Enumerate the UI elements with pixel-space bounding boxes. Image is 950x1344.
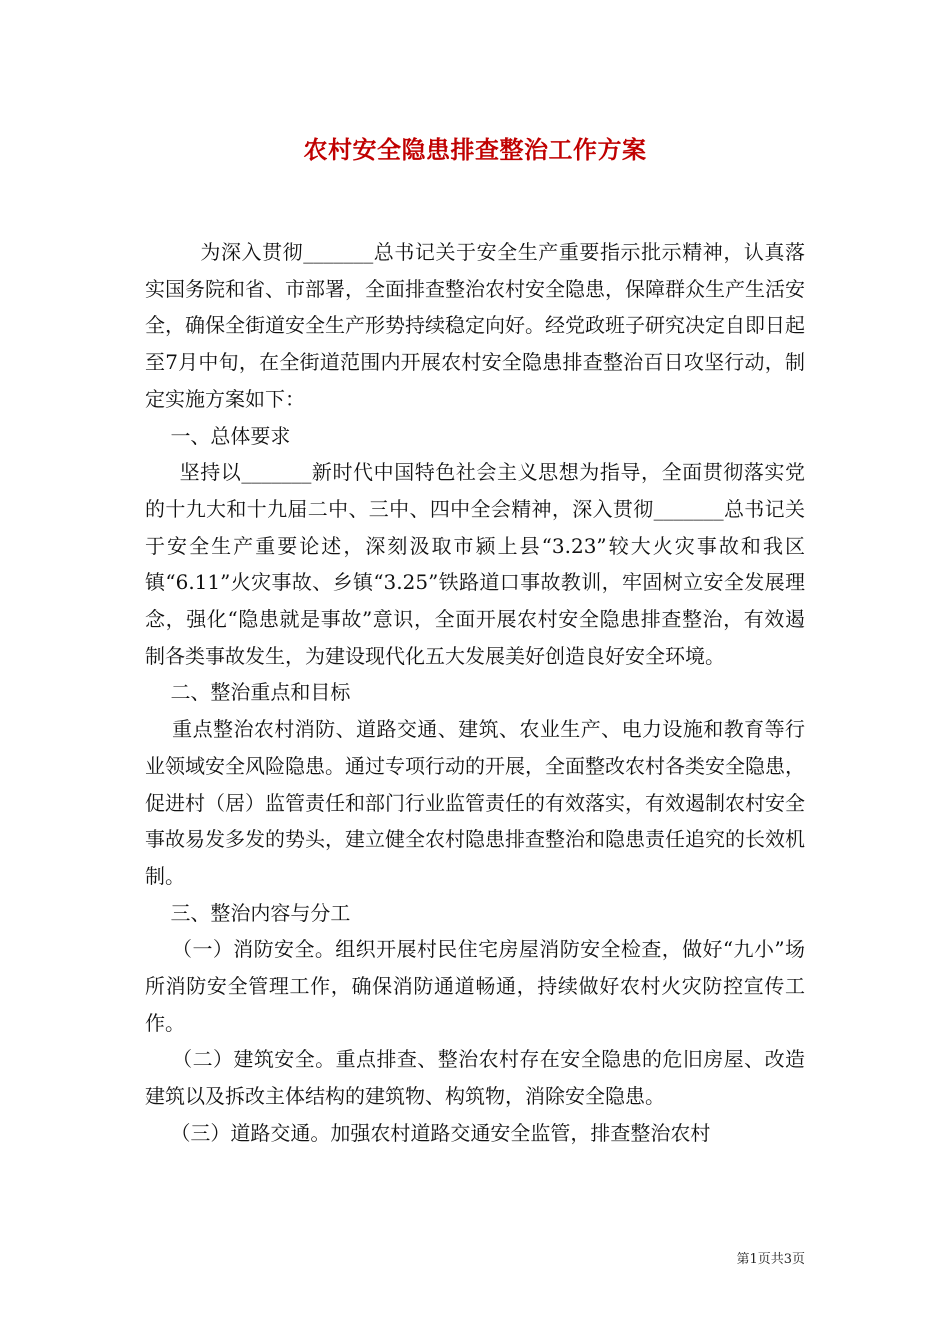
document-body (145, 234, 805, 1152)
heading-content-and-division: 三、整治内容与分工 (145, 900, 351, 925)
heading-focus-and-goals: 二、整治重点和目标 (145, 680, 351, 705)
heading-general-requirements: 一、总体要求 (145, 423, 291, 448)
document-title: 农村安全隐患排查整治工作方案 (303, 135, 647, 164)
paragraph-building-safety: （二）建筑安全。重点排查、整治农村存在安全隐患的危旧房屋、改造建筑以及拆改主体结构的建筑物、构筑物，消除安全隐患。 (145, 1047, 806, 1109)
paragraph-road-traffic: （三）道路交通。加强农村道路交通安全监管，排查整治农村 (145, 1120, 711, 1145)
paragraph-focus-and-goals: 重点整治农村消防、道路交通、建筑、农业生产、电力设施和教育等行业领域安全风险隐患。通过专项行动的开展，全面整改农村各类安全隐患，促进村（居）监管责任和部门行业监管责任的有效落实，有效遏制农村安全事故易发多发的势头，建立健全农村隐患排查整治和隐患责任追究的长效机制。 (145, 717, 806, 888)
paragraph-fire-safety: （一）消防安全。组织开展村民住宅房屋消防安全检查，做好“九小”场所消防安全管理工作，确保消防通道畅通，持续做好农村火灾防控宣传工作。 (145, 937, 805, 1035)
page-number: 第1页共3页 (736, 1252, 805, 1267)
paragraph-general-requirements: 坚持以_______新时代中国特色社会主义思想为指导，全面贯彻落实党的十九大和十九届二中、三中、四中全会精神，深入贯彻_______总书记关于安全生产重要论述，深刻汲取市颍上县“3.23”较大火灾事故和我区镇“6.11”火灾事故、乡镇“3.25”铁路道口事故教训，牢固树立安全发展理念，强化“隐患就是事故”意识，全面开展农村安全隐患排查整治，有效遏制各类事故发生，为建设现代化五大发展美好创造良好安全环境。 (145, 460, 805, 668)
paragraph-intro: 为深入贯彻_______总书记关于安全生产重要指示批示精神，认真落实国务院和省、市部署，全面排查整治农村安全隐患，保障群众生产生活安全，确保全街道安全生产形势持续稳定向好。经党政班子研究决定自即日起至7月中旬，在全街道范围内开展农村安全隐患排查整治百日攻坚行动，制定实施方案如下： (145, 240, 806, 411)
